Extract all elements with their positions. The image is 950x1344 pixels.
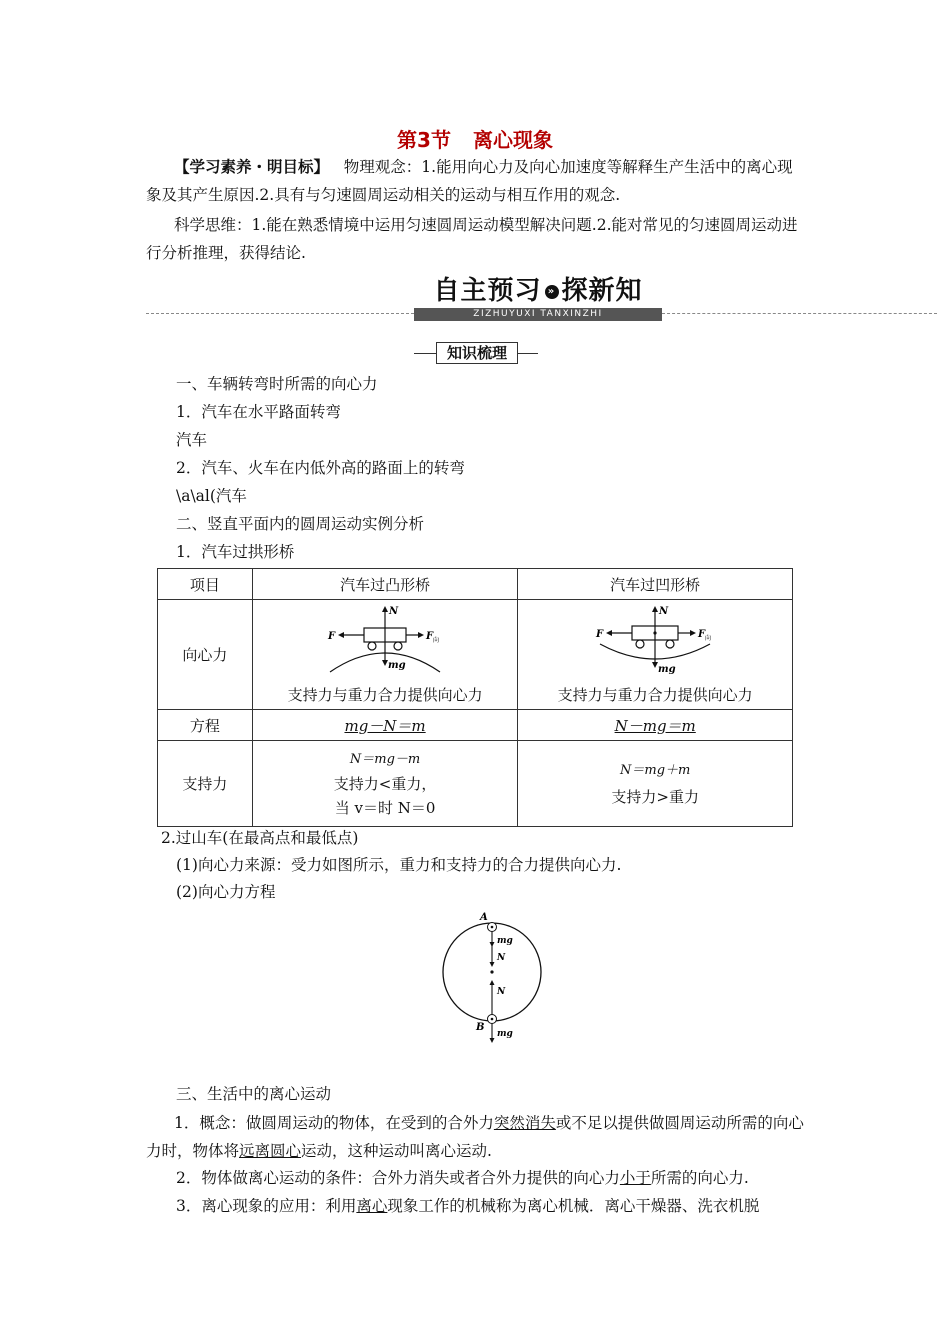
convex-bridge-diagram [320, 604, 450, 676]
application-text-2: 现象工作的机械称为离心机械．离心干燥器、洗衣机脱 [387, 1197, 760, 1215]
objectives-tag: 【学习素养・明目标】 [174, 157, 330, 176]
item-arch-bridge: 1．汽车过拱形桥 [176, 543, 295, 561]
convex-support-cell [252, 741, 518, 827]
row-label-centripetal: 向心力 [158, 600, 253, 710]
section-name: 离心现象 [472, 128, 553, 152]
objectives-physics [146, 153, 806, 209]
convex-equation-text: mg－N＝m [344, 716, 426, 735]
header-concave: 汽车过凹形桥 [518, 569, 793, 600]
label-mg: mg [388, 660, 406, 671]
banner-title-left: 自主预习 [433, 276, 542, 306]
centrifugal-application [176, 1194, 759, 1216]
banner-title-right: 探新知 [561, 276, 643, 306]
convex-support-condition: 当 v＝时 N＝0 [334, 798, 436, 817]
label-n: N [659, 606, 669, 617]
tag-line-left [414, 353, 436, 354]
table-row [158, 710, 793, 741]
convex-caption: 支持力与重力合力提供向心力 [287, 686, 483, 704]
concave-support-compare: 支持力>重力 [611, 787, 699, 806]
concept-text-3: 运动，这种运动叫离心运动. [301, 1142, 492, 1160]
label-b: B [476, 1022, 485, 1033]
section-number: 第3节 [397, 128, 451, 152]
heading-roller-coaster: 2.过山车(在最高点和最低点) [161, 829, 359, 847]
label-f: F [596, 629, 604, 640]
section-banner [414, 273, 662, 323]
coaster-force-source: (1)向心力来源：受力如图所示，重力和支持力的合力提供向心力. [176, 856, 622, 874]
label-f-centripetal: F [426, 631, 434, 642]
coaster-equation-heading: (2)向心力方程 [176, 883, 276, 901]
concept-text-2: 或不足以提供做圆周运动所需的向心力时，物体将 [146, 1114, 804, 1160]
table-row [158, 741, 793, 827]
item-banked-road-detail: \a\al(汽车 [176, 487, 247, 505]
label-centripetal-sub: 向 [433, 637, 440, 644]
centrifugal-concept [146, 1109, 810, 1165]
banner-arrow-icon: » [545, 285, 559, 299]
heading-centrifugal: 三、生活中的离心运动 [176, 1085, 332, 1103]
concave-bridge-diagram [590, 604, 720, 676]
concave-caption: 支持力与重力合力提供向心力 [557, 686, 753, 704]
convex-support-formula: N＝mg－m [349, 751, 421, 767]
table-header-row [158, 569, 793, 600]
convex-bridge-cell [252, 600, 518, 710]
concept-answer-2: 远离圆心 [239, 1142, 302, 1160]
roller-coaster-diagram [436, 906, 546, 1046]
row-label-support: 支持力 [158, 741, 253, 827]
objectives-thinking: 科学思维：1.能在熟悉情境中运用匀速圆周运动模型解决问题.2.能对常见的匀速圆周运动进行分析推理，获得结论. [146, 216, 798, 262]
condition-text-1: 2．物体做离心运动的条件：合外力消失或者合外力提供的向心力 [176, 1169, 620, 1187]
label-centripetal-sub: 向 [705, 635, 712, 642]
row-label-equation: 方程 [158, 710, 253, 741]
label-a: A [480, 912, 488, 923]
header-convex: 汽车过凸形桥 [252, 569, 518, 600]
convex-support-compare: 支持力<重力， [333, 774, 437, 793]
label-n-bottom: N [497, 987, 506, 997]
application-answer: 离心 [356, 1197, 388, 1215]
concave-bridge-cell [518, 600, 793, 710]
banner-divider-right [662, 313, 937, 314]
bridge-comparison-table [157, 568, 793, 827]
application-text-1: 3．离心现象的应用：利用 [176, 1197, 357, 1215]
concave-equation-text: N－mg＝m [614, 716, 696, 735]
tag-line-right [517, 353, 538, 354]
header-item: 项目 [158, 569, 253, 600]
concave-support-cell [518, 741, 793, 827]
condition-text-2: 所需的向心力. [650, 1169, 749, 1187]
knowledge-tag-label: 知识梳理 [436, 342, 518, 364]
label-mg: mg [658, 664, 676, 675]
item-flat-road: 1．汽车在水平路面转弯 [176, 403, 341, 421]
label-n: N [389, 606, 399, 617]
label-mg-bottom: mg [497, 1029, 513, 1039]
label-mg-top: mg [497, 936, 513, 946]
knowledge-tag [414, 342, 538, 364]
banner-title [414, 273, 662, 309]
heading-vehicle-turning: 一、车辆转弯时所需的向心力 [176, 375, 378, 393]
convex-equation [252, 710, 518, 741]
banner-divider-left [146, 313, 414, 314]
concave-equation [518, 710, 793, 741]
condition-answer: 小于 [619, 1169, 651, 1187]
label-f-centripetal: F [698, 629, 706, 640]
banner-subtitle: ZIZHUYUXI TANXINZHI [414, 308, 662, 321]
item-flat-road-detail: 汽车 [176, 431, 208, 449]
table-row [158, 600, 793, 710]
concave-support-formula: N＝mg＋m [620, 762, 691, 778]
item-banked-road: 2．汽车、火车在内低外高的路面上的转弯 [176, 459, 465, 477]
heading-vertical-circle: 二、竖直平面内的圆周运动实例分析 [176, 515, 425, 533]
concept-answer-1: 突然消失 [493, 1114, 556, 1132]
page-title [0, 124, 950, 153]
centrifugal-condition [176, 1166, 749, 1188]
physics-concept-text: 物理观念：1.能用向心力及向心加速度等解释生产生活中的离心现象及其产生原因.2.具有与匀速圆周运动相关的运动与相互作用的观念. [146, 158, 793, 204]
label-f: F [328, 631, 336, 642]
concept-text-1: 1．概念：做圆周运动的物体，在受到的合外力 [174, 1114, 494, 1132]
label-n-top: N [497, 953, 506, 963]
